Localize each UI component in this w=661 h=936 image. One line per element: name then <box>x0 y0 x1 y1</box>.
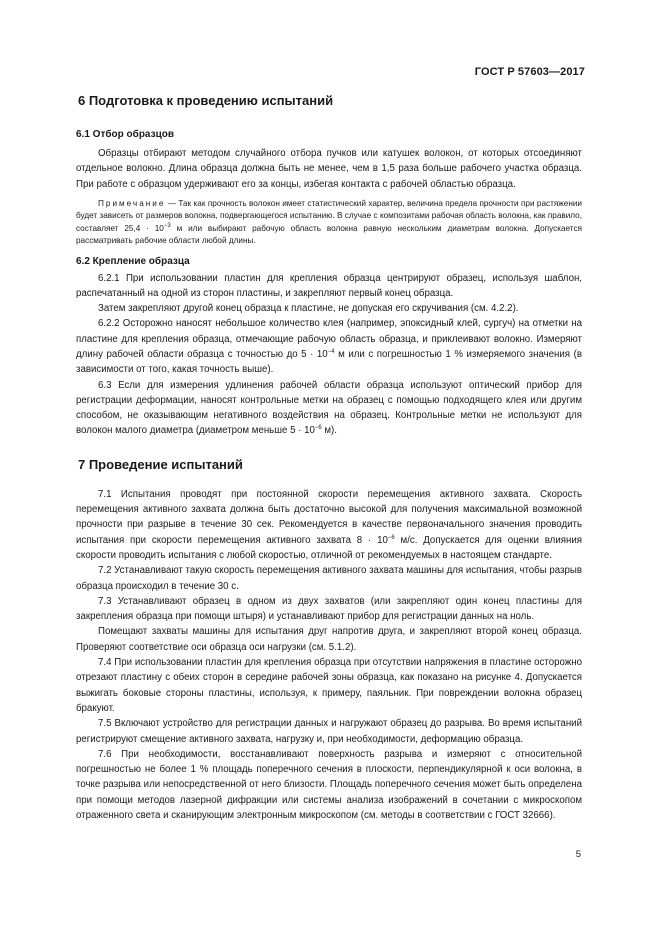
section-6-1-title: 6.1 Отбор образцов <box>76 129 174 140</box>
paragraph-7-4: 7.4 При использовании пластин для крепления образца при отсутствии напряжения в пластине осторожно отрезают пластину с обеих сторон в середине рабочей зоны образца, как показано на рисунке 4. Допускается выжигать боковые стороны пластины, используя, к примеру, паяльник. При повреждении волокна образец бракуют. <box>76 657 582 714</box>
page-number: 5 <box>575 849 581 860</box>
paragraph-7-3-cont: Помещают захваты машины для испытания друг напротив друга, и закрепляют второй конец образца. Проверяют соответствие оси образца оси нагрузки (см. 5.1.2). <box>76 626 582 653</box>
paragraph-7-2: 7.2 Устанавливают такую скорость перемещения активного захвата машины для испытания, чтобы разрыв образца происходил в течение 30 с. <box>76 565 582 592</box>
paragraph-7-5: 7.5 Включают устройство для регистрации данных и нагружают образец до разрыва. Во время испытаний регистрируют смещение активного захвата, нагрузку и, при необходимости, деформацию образца. <box>76 718 582 745</box>
document-code: ГОСТ Р 57603—2017 <box>474 66 585 78</box>
paragraph-6-2-1-cont: Затем закрепляют другой конец образца к пластине, не допуская его скручивания (см. 4.2.2). <box>98 303 519 315</box>
section-6-2-title: 6.2 Крепление образца <box>76 255 190 267</box>
paragraph-6-2-1: 6.2.1 При использовании пластин для крепления образца центрируют образец, используя шаблон, распечатанный на одной из сторон пластины, и закрепляют первый конец образца. <box>76 272 582 299</box>
paragraph-7-6: 7.6 При необходимости, восстанавливают поверхность разрыва и измеряют с относительной погрешностью не более 1 % площадь поперечного сечения в плоскости, перпендикулярной к оси волокна, в точке разрыва или непосредственной от него близости. Площадь поперечного сечения может быть определена при помощи методов лазерной дифракции или системы анализа изображений в сочетании с микроскопом отраженного света и сканирующим электронным микроскопом (см. методы в соответствии с ГОСТ 32666). <box>76 748 582 822</box>
paragraph-7-3: 7.3 Устанавливают образец в одном из двух захватов (или закрепляют один конец пластины для закрепления образца при помощи штыря) и устанавливают прибор для регистрации данных на ноль. <box>76 595 582 623</box>
document-body <box>76 93 582 823</box>
paragraph-7-1: 7.1 Испытания проводят при постоянной скорости перемещения активного захвата. Скорость перемещения активного захвата должна быть достаточно высокой для получения максимальной возможной прочности при разрыве в течение 30 сек. Рекомендуется в качестве первоначального значения проводить испытания при скорости перемещения активного захвата $8 \cdot 10^{-6}$ м/с. Допускается для оценки влияния скорости проводить испытания с любой скоростью, отличной от рекомендуемых в настоящем стандарте. <box>76 488 582 561</box>
note: Примечание — Так как прочность волокон имеет статистический характер, величина предела прочности при растяжении будет зависеть от размеров волокна, подвергающегося испытанию. В случае с композитами рабочая область волокна, как правило, составляет $25,4 \cdot 10^{-3}$ м или выбирают рабочую область волокна равную нескольким диаметрам волокна. Допускается рассматривать рабочие области любой длины. <box>76 198 582 246</box>
section-7-title: 7 Проведение испытаний <box>78 456 243 472</box>
note-label: Примечание <box>98 198 166 208</box>
paragraph-6-2-2: 6.2.2 Осторожно наносят небольшое количество клея (например, эпоксидный клей, сургуч) на отметки на пластине для крепления образца, отмечающие рабочую область образца, и приклеивают волокно. Измеряют длину рабочей области образца с точностью до $5 \cdot 10^{-4}$ м или с погрешностью 1 % измеряемого значения (в зависимости от того, какая точность выше). <box>76 318 582 376</box>
section-6-title: 6 Подготовка к проведению испытаний <box>78 93 334 108</box>
paragraph-6-3: 6.3 Если для измерения удлинения рабочей области образца используют оптический прибор для регистрации деформации, наносят контрольные метки на образец с помощью подходящего клея или другим способом, не оказывающим негативного воздействия на образец. Контрольные метки не используют для волокон малого диаметра (диаметром меньше $5 \cdot 10^{-6}$ м). <box>76 379 582 437</box>
section-6-1-paragraph: Образцы отбирают методом случайного отбора пучков или катушек волокон, от которых отсоединяют отдельное волокно. Длина образца должна быть не менее, чем в 1,5 раза больше рабочего участка образца. При работе с образцом удерживают его за концы, избегая контакта с рабочей областью образца. <box>76 148 582 190</box>
